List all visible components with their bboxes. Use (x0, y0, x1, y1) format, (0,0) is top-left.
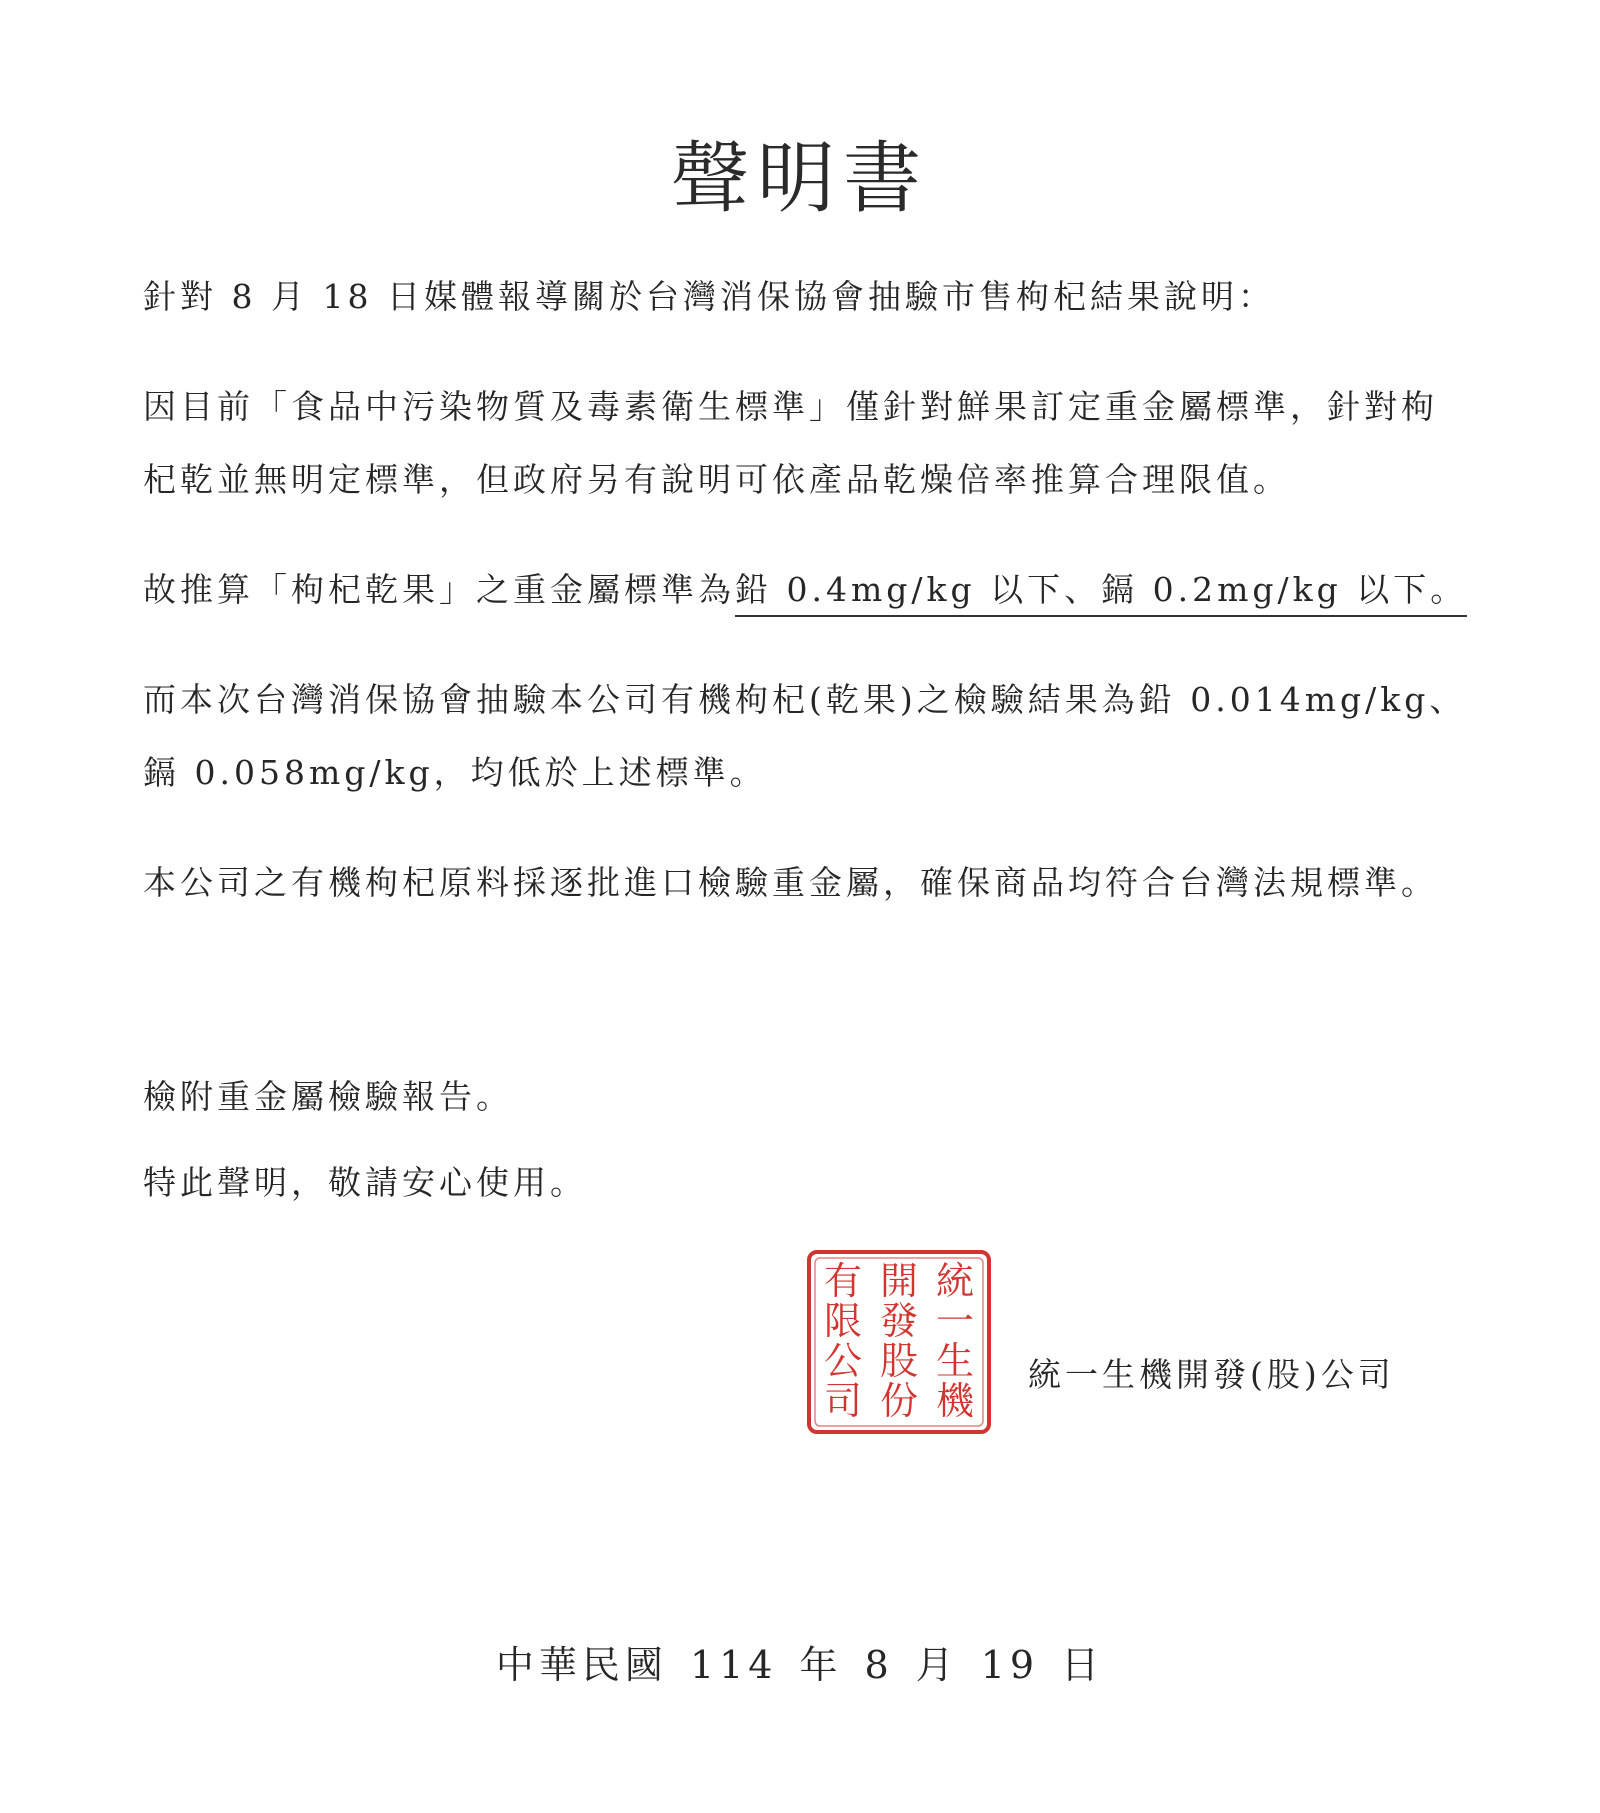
company-seal-stamp (805, 1248, 993, 1436)
seal-char: 股 (879, 1339, 919, 1383)
paragraph1-line1: 因目前「食品中污染物質及毒素衛生標準」僅針對鮮果訂定重金屬標準，針對枸 (143, 387, 1438, 426)
seal-char: 限 (823, 1299, 863, 1343)
seal-char: 份 (879, 1379, 919, 1423)
seal-char: 有 (823, 1259, 863, 1303)
seal-char: 開 (879, 1259, 919, 1303)
company-name: 統一生機開發(股)公司 (1028, 1355, 1395, 1394)
paragraph3-line2: 鎘 0.058mg/kg，均低於上述標準。 (143, 753, 767, 792)
seal-char: 統 (935, 1259, 975, 1303)
seal-char: 一 (935, 1299, 975, 1343)
seal-char: 發 (879, 1299, 919, 1343)
seal-char: 生 (935, 1339, 975, 1383)
paragraph2-underlined-limits: 鉛 0.4mg/kg 以下、鎘 0.2mg/kg 以下。 (735, 570, 1467, 617)
seal-characters (824, 1259, 975, 1423)
intro-line: 針對 8 月 18 日媒體報導關於台灣消保協會抽驗市售枸杞結果說明： (143, 277, 1275, 316)
date-day: 19 (980, 1643, 1040, 1687)
date-era: 中華民國 (495, 1643, 668, 1687)
date-year: 114 (689, 1643, 778, 1687)
paragraph3-line1: 而本次台灣消保協會抽驗本公司有機枸杞(乾果)之檢驗結果為鉛 0.014mg/kg、 (143, 680, 1467, 719)
seal-char: 公 (823, 1339, 863, 1383)
document-date (0, 1643, 1600, 1687)
date-month-unit: 月 (915, 1643, 959, 1687)
seal-char: 機 (935, 1379, 975, 1423)
date-day-unit: 日 (1061, 1643, 1105, 1687)
seal-char: 司 (823, 1379, 863, 1423)
paragraph4: 本公司之有機枸杞原料採逐批進口檢驗重金屬，確保商品均符合台灣法規標準。 (143, 863, 1438, 902)
date-month: 8 (864, 1643, 894, 1687)
paragraph2 (143, 570, 1468, 609)
date-year-unit: 年 (799, 1643, 843, 1687)
paragraph2-prefix: 故推算「枸杞乾果」之重金屬標準為 (143, 570, 735, 609)
paragraph1-line2: 杞乾並無明定標準，但政府另有說明可依產品乾燥倍率推算合理限值。 (143, 460, 1290, 499)
document-title: 聲明書 (670, 134, 929, 224)
attachment-note: 檢附重金屬檢驗報告。 (143, 1077, 513, 1116)
closing-line: 特此聲明，敬請安心使用。 (143, 1163, 587, 1202)
